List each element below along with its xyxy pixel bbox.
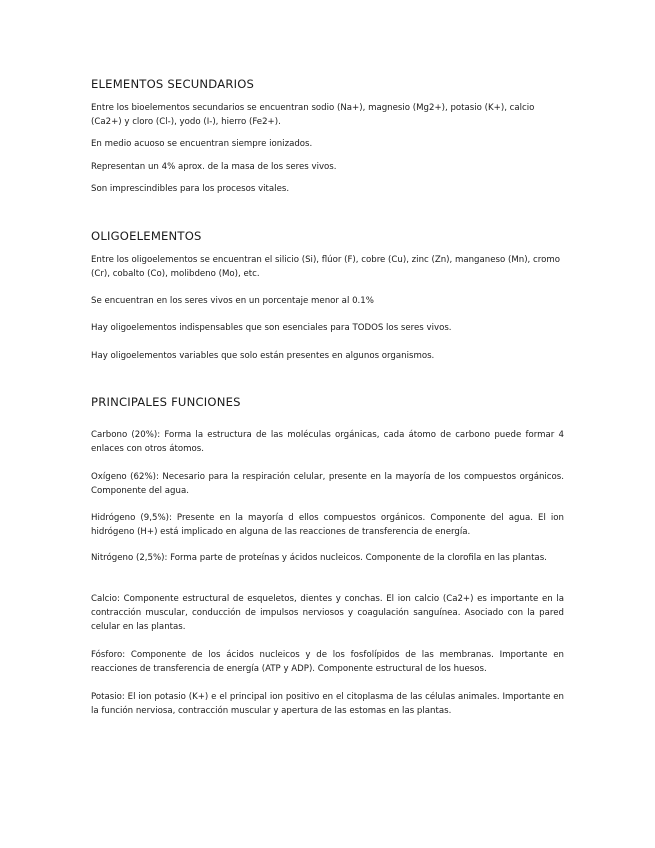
paragraph-oxigeno: Oxígeno (62%): Necesario para la respiración celular, presente en la mayoría de los compuestos orgánicos. Componente del agua.: [91, 472, 564, 497]
section-title-secundarios: ELEMENTOS SECUNDARIOS: [91, 77, 255, 91]
section-title-funciones: PRINCIPALES FUNCIONES: [91, 395, 241, 409]
paragraph-oligo-2: Se encuentran en los seres vivos en un porcentaje menor al 0.1%: [91, 296, 374, 306]
paragraph-oligo-4: Hay oligoelementos variables que solo están presentes en algunos organismos.: [91, 351, 435, 361]
paragraph-oligo-3: Hay oligoelementos indispensables que son esenciales para TODOS los seres vivos.: [91, 323, 452, 333]
paragraph-secundarios-2: En medio acuoso se encuentran siempre ionizados.: [91, 139, 313, 149]
paragraph-fosforo: Fósforo: Componente de los ácidos nucleicos y de los fosfolípidos de las membranas. Importante en reacciones de transferencia de energía (ATP y ADP). Componente estructural de los huesos.: [91, 650, 564, 675]
paragraph-oligo-1: Entre los oligoelementos se encuentran el silicio (Si), flúor (F), cobre (Cu), zinc (Zn), manganeso (Mn), cromo (Cr), cobalto (Co), molibdeno (Mo), etc.: [91, 255, 560, 280]
paragraph-carbono: Carbono (20%): Forma la estructura de las moléculas orgánicas, cada átomo de carbono puede formar 4 enlaces con otros átomos.: [91, 430, 564, 455]
paragraph-secundarios-3: Representan un 4% aprox. de la masa de los seres vivos.: [91, 162, 337, 172]
paragraph-secundarios-4: Son imprescindibles para los procesos vitales.: [91, 184, 290, 194]
paragraph-potasio: Potasio: El ion potasio (K+) e el principal ion positivo en el citoplasma de las células animales. Importante en la función nerviosa, contracción muscular y apertura de las estomas en las plantas.: [91, 692, 564, 717]
section-title-oligoelementos: OLIGOELEMENTOS: [91, 229, 202, 243]
paragraph-calcio: Calcio: Componente estructural de esqueletos, dientes y conchas. El ion calcio (Ca2+) es importante en la contracción muscular, conducción de impulsos nerviosos y coagulación sanguínea. Asociado con la pared celular en las plantas.: [91, 594, 564, 633]
paragraph-nitrogeno: Nitrógeno (2,5%): Forma parte de proteínas y ácidos nucleicos. Componente de la clorofila en las plantas.: [91, 553, 547, 563]
paragraph-hidrogeno: Hidrógeno (9,5%): Presente en la mayoría d ellos compuestos orgánicos. Componente del agua. El ion hidrógeno (H+) está implicado en alguna de las reacciones de transferencia de energía.: [91, 513, 564, 538]
paragraph-secundarios-1: Entre los bioelementos secundarios se encuentran sodio (Na+), magnesio (Mg2+), potasio (K+), calcio (Ca2+) y cloro (Cl-), yodo (I-), hierro (Fe2+).: [91, 103, 535, 128]
